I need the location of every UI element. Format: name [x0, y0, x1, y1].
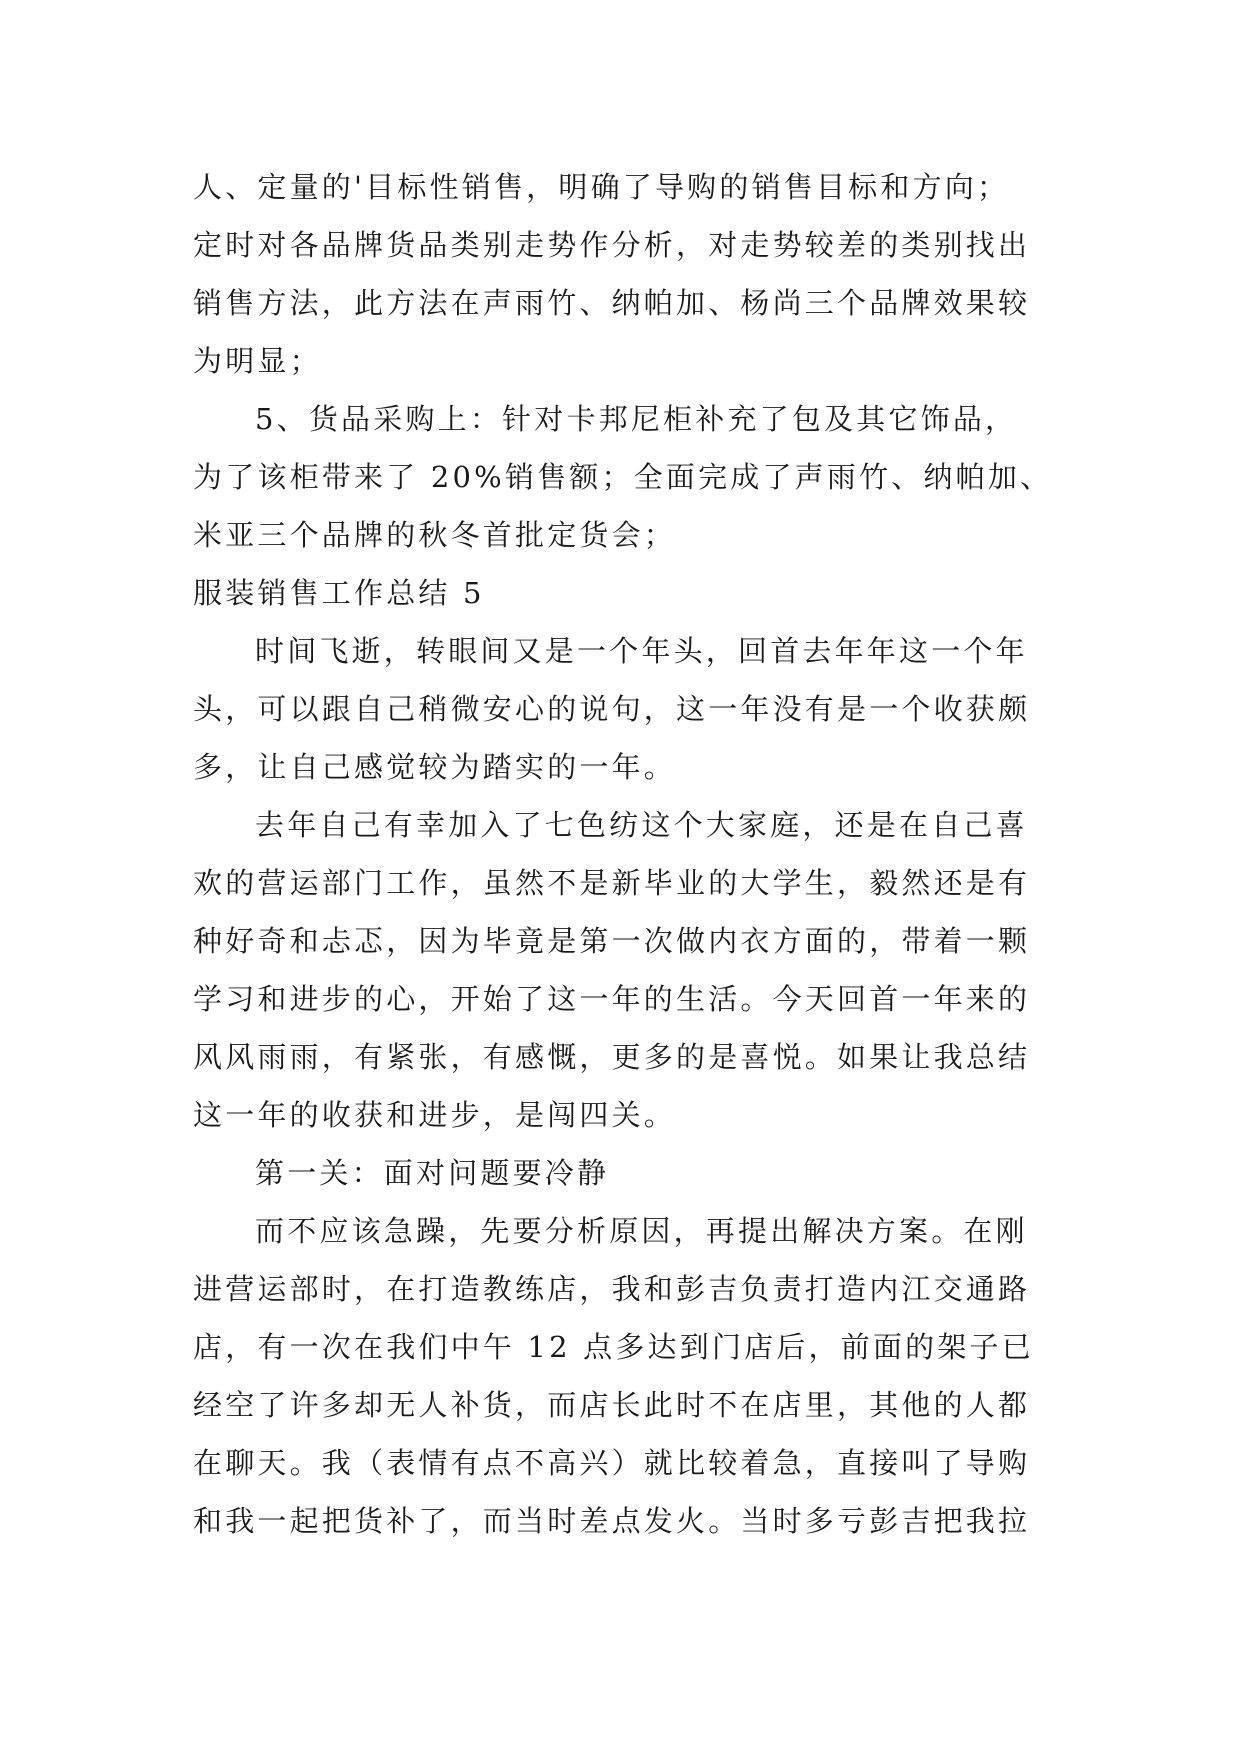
text-line: 经空了许多却无人补货，而店长此时不在店里，其他的人都	[193, 1388, 1031, 1422]
text-line: 头，可以跟自己稍微安心的说句，这一年没有是一个收获颇	[193, 692, 1031, 726]
text-line: 销售方法，此方法在声雨竹、纳帕加、杨尚三个品牌效果较	[193, 286, 1031, 320]
text-line: 多，让自己感觉较为踏实的一年。	[193, 750, 677, 784]
text-line: 学习和进步的心，开始了这一年的生活。今天回首一年来的	[193, 982, 1031, 1016]
text-line: 在聊天。我（表情有点不高兴）就比较着急，直接叫了导购	[193, 1446, 1031, 1480]
text-line: 去年自己有幸加入了七色纺这个大家庭，还是在自己喜	[255, 808, 1028, 842]
text-line: 店，有一次在我们中午 12 点多达到门店后，前面的架子已	[193, 1330, 1034, 1364]
text-line: 风风雨雨，有紧张，有感慨，更多的是喜悦。如果让我总结	[193, 1040, 1031, 1074]
text-line: 这一年的收获和进步，是闯四关。	[193, 1098, 677, 1132]
text-line: 定时对各品牌货品类别走势作分析，对走势较差的类别找出	[193, 228, 1031, 262]
text-line: 进营运部时，在打造教练店，我和彭吉负责打造内江交通路	[193, 1272, 1031, 1306]
text-line: 第一关：面对问题要冷静	[255, 1156, 610, 1190]
text-line: 欢的营运部门工作，虽然不是新毕业的大学生，毅然还是有	[193, 866, 1031, 900]
text-line: 为明显；	[193, 344, 322, 378]
text-line: 时间飞逝，转眼间又是一个年头，回首去年年这一个年	[255, 634, 1028, 668]
text-line: 米亚三个品牌的秋冬首批定货会；	[193, 518, 677, 552]
text-line: 和我一起把货补了，而当时差点发火。当时多亏彭吉把我拉	[193, 1504, 1031, 1538]
text-line: 服装销售工作总结 5	[193, 576, 485, 610]
text-line: 人、定量的'目标性销售，明确了导购的销售目标和方向；	[193, 170, 1010, 204]
text-line: 为了该柜带来了 20%销售额；全面完成了声雨竹、纳帕加、	[193, 460, 1053, 494]
text-line: 而不应该急躁，先要分析原因，再提出解决方案。在刚	[255, 1214, 1028, 1248]
text-line: 5、货品采购上：针对卡邦尼柜补充了包及其它饰品，	[255, 402, 1018, 436]
document-body	[193, 158, 1053, 1550]
text-line: 种好奇和忐忑，因为毕竟是第一次做内衣方面的，带着一颗	[193, 924, 1031, 958]
